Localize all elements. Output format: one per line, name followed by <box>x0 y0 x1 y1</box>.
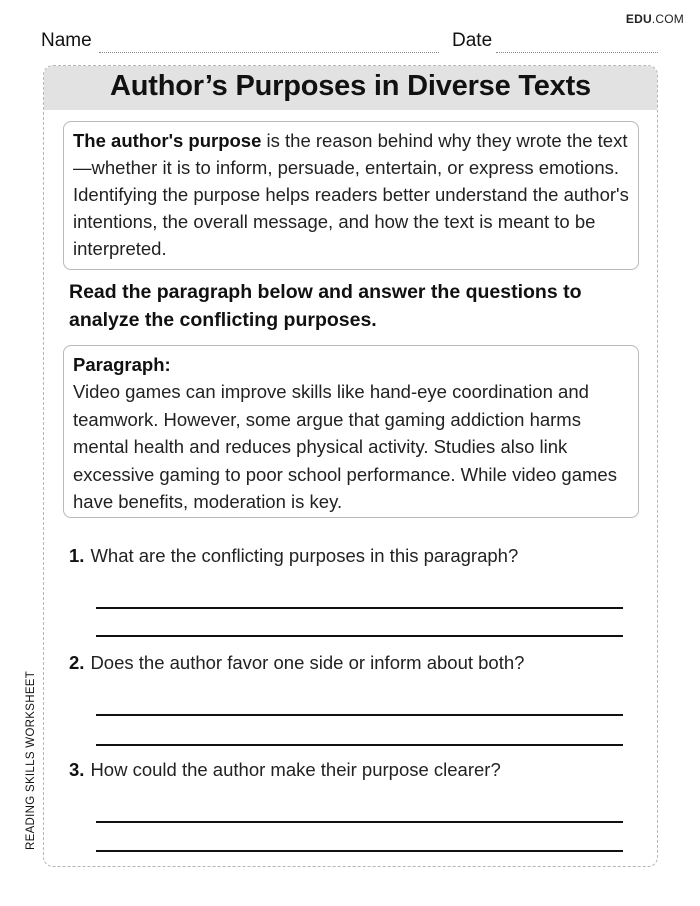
title-bar <box>44 66 657 110</box>
answer-line-1a[interactable] <box>96 607 623 609</box>
definition-body: is the reason behind why they wrote the text—whether it is to inform, persuade, entertain, or express emotions. Identifying the purpose helps readers better understand the author's intentions, the overall message, and how the text is meant to be interpreted. <box>73 130 629 259</box>
question-number: 2. <box>69 652 85 673</box>
brand-logo-light: .COM <box>651 12 684 26</box>
answer-line-2a[interactable] <box>96 714 623 716</box>
page-title: Author’s Purposes in Diverse Texts <box>110 70 591 102</box>
answer-line-3a[interactable] <box>96 821 623 823</box>
answer-line-1b[interactable] <box>96 635 623 637</box>
worksheet-panel <box>43 65 658 867</box>
question-text: How could the author make their purpose clearer? <box>90 759 501 780</box>
brand-logo <box>626 12 684 26</box>
name-field[interactable] <box>99 52 439 53</box>
name-label: Name <box>41 30 92 51</box>
question-text: Does the author favor one side or inform about both? <box>90 652 525 673</box>
date-label: Date <box>452 30 493 51</box>
side-label: READING SKILLS WORKSHEET <box>25 670 37 850</box>
question-1 <box>69 545 639 567</box>
instructions: Read the paragraph below and answer the questions to analyze the conflicting purposes. <box>69 281 582 331</box>
definition-box <box>63 121 639 270</box>
paragraph-heading: Paragraph: <box>73 354 171 375</box>
name-date-row <box>41 30 661 54</box>
answer-line-3b[interactable] <box>96 850 623 852</box>
answer-line-2b[interactable] <box>96 744 623 746</box>
paragraph-text: Video games can improve skills like hand-eye coordination and teamwork. However, some argue that gaming addiction harms mental health and reduces physical activity. Studies also link excessive gaming to poor school performance. While video games have benefits, moderation is key. <box>73 381 617 512</box>
definition-term: The author's purpose <box>73 130 262 151</box>
date-field[interactable] <box>496 52 658 53</box>
question-text: What are the conflicting purposes in this paragraph? <box>90 545 519 566</box>
paragraph-box <box>63 345 639 518</box>
question-2 <box>69 652 639 674</box>
definition-text <box>73 127 629 262</box>
question-3 <box>69 759 639 781</box>
brand-logo-bold: EDU <box>625 12 652 26</box>
question-number: 1. <box>69 545 85 566</box>
question-number: 3. <box>69 759 85 780</box>
